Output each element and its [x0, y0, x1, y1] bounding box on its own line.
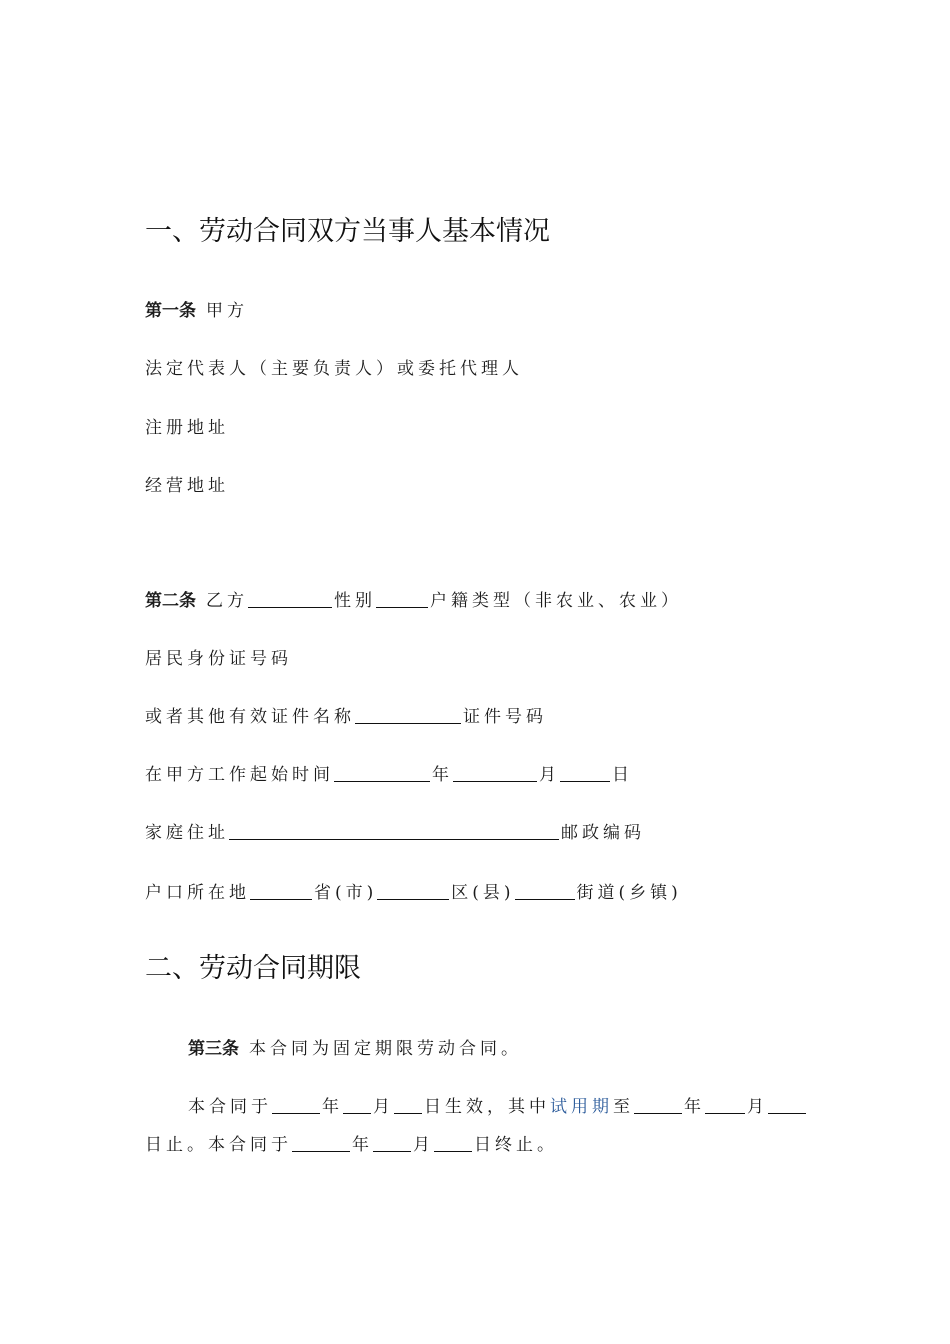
other-id-line	[145, 705, 547, 729]
hukou-location-label: 户口所在地	[145, 883, 250, 903]
term-line-1	[188, 1095, 808, 1119]
month-label: 月	[747, 1097, 768, 1117]
start-time-label: 在甲方工作起始时间	[145, 765, 334, 785]
month-label: 月	[539, 765, 560, 785]
postal-code-label: 邮政编码	[561, 823, 645, 843]
year-label: 年	[684, 1097, 705, 1117]
article-1-line	[145, 299, 248, 323]
other-id-name-label: 或者其他有效证件名称	[145, 707, 355, 727]
home-address-label: 家庭住址	[145, 823, 229, 843]
start-time-line	[145, 763, 633, 787]
year-label: 年	[432, 765, 453, 785]
province-label: 省(市)	[314, 883, 378, 903]
probation-end-month-field[interactable]	[705, 1095, 745, 1114]
terminate-label: 日终止。	[474, 1135, 558, 1155]
section-2-heading: 二、劳动合同期限	[145, 953, 361, 984]
street-label: 街道(乡镇)	[576, 883, 682, 903]
article-2-line	[145, 589, 682, 613]
year-label: 年	[322, 1097, 343, 1117]
other-id-name-field[interactable]	[355, 705, 461, 724]
probation-end-day-field[interactable]	[768, 1095, 806, 1114]
probation-end-year-field[interactable]	[634, 1095, 682, 1114]
probation-end-label: 日止。本合同于	[145, 1135, 292, 1155]
gender-field[interactable]	[376, 589, 428, 608]
article-3-line	[188, 1037, 522, 1061]
party-b-label: 乙方	[206, 591, 248, 611]
home-address-line	[145, 821, 645, 845]
effective-year-field[interactable]	[272, 1095, 320, 1114]
home-address-field[interactable]	[229, 821, 559, 840]
to-label: 至	[613, 1097, 634, 1117]
term-start-label: 本合同于	[188, 1097, 272, 1117]
effective-day-field[interactable]	[394, 1095, 422, 1114]
street-field[interactable]	[515, 881, 575, 900]
province-field[interactable]	[250, 881, 312, 900]
start-month-field[interactable]	[453, 763, 537, 782]
month-label: 月	[413, 1135, 434, 1155]
id-number-label: 居民身份证号码	[145, 649, 292, 669]
day-label: 日	[612, 765, 633, 785]
start-day-field[interactable]	[560, 763, 610, 782]
article-1-label: 第一条	[145, 301, 196, 321]
article-3-text: 本合同为固定期限劳动合同。	[249, 1039, 522, 1059]
party-b-name-field[interactable]	[248, 589, 332, 608]
district-label: 区(县)	[451, 883, 515, 903]
registered-address-label: 注册地址	[145, 418, 229, 438]
month-label: 月	[373, 1097, 394, 1117]
section-1-heading: 一、劳动合同双方当事人基本情况	[145, 216, 550, 247]
effective-label: 日生效，其中	[424, 1097, 550, 1117]
article-2-label: 第二条	[145, 591, 196, 611]
other-id-number-label: 证件号码	[463, 707, 547, 727]
legal-representative-label: 法定代表人（主要负责人）或委托代理人	[145, 359, 523, 379]
hukou-location-line	[145, 881, 682, 905]
party-a-label: 甲方	[206, 301, 248, 321]
gender-label: 性别	[334, 591, 376, 611]
terminate-day-field[interactable]	[434, 1133, 472, 1152]
district-field[interactable]	[377, 881, 449, 900]
term-line-2	[145, 1133, 558, 1157]
business-address-label: 经营地址	[145, 476, 229, 496]
effective-month-field[interactable]	[343, 1095, 371, 1114]
start-year-field[interactable]	[334, 763, 430, 782]
terminate-year-field[interactable]	[292, 1133, 350, 1152]
article-3-label: 第三条	[188, 1039, 239, 1059]
terminate-month-field[interactable]	[373, 1133, 411, 1152]
probation-link[interactable]: 试用期	[550, 1097, 613, 1117]
year-label: 年	[352, 1135, 373, 1155]
hukou-type-label: 户籍类型（非农业、农业）	[430, 591, 682, 611]
